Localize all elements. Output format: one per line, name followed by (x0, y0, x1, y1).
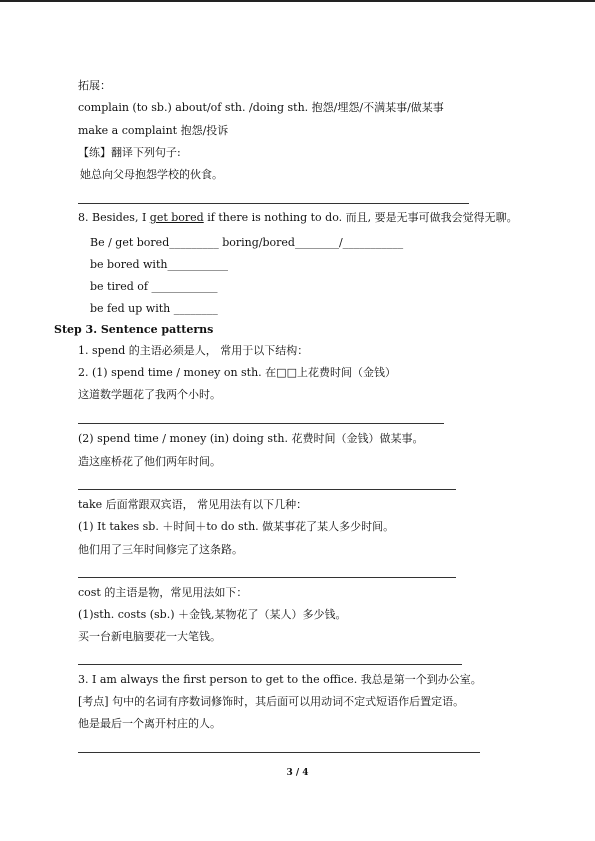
text-line: take 后面常跟双宾语， 常见用法有以下几种： (78, 498, 308, 511)
answer-line (78, 203, 469, 204)
answer-line (78, 752, 480, 753)
text-line: 拓展： (78, 79, 111, 92)
text-line: Be / get bored_________ boring/bored________/___________ (90, 236, 404, 249)
text-line: make a complaint 抱怨/投诉 (78, 124, 229, 137)
text-line: 买一台新电脑要花一大笔钱。 (78, 630, 221, 643)
text-line: 他是最后一个离开村庄的人。 (78, 717, 221, 730)
underlined-phrase: get bored (149, 211, 204, 224)
answer-line (78, 664, 462, 665)
text-line: 造这座桥花了他们两年时间。 (78, 455, 221, 468)
text-line: [考点] 句中的名词有序数词修饰时，其后面可以用动词不定式短语作后置定语。 (78, 695, 465, 708)
text-line: 【练】翻译下列句子: (78, 146, 181, 159)
text-line: 2. (1) spend time / money on sth. 在□□上花费时间（金钱） (78, 366, 396, 379)
text-line: be tired of ____________ (90, 280, 218, 293)
page-number: 3 / 4 (286, 768, 309, 778)
text-line: 这道数学题花了我两个小时。 (78, 388, 221, 401)
section-heading: Step 3. Sentence patterns (54, 323, 214, 336)
answer-line (78, 577, 456, 578)
text-line: 8. Besides, I get bored if there is nothing to do. 而且, 要是无事可做我会觉得无聊。 (78, 211, 518, 224)
text-line: complain (to sb.) about/of sth. /doing sth. 抱怨/埋怨/不满某事/做某事 (78, 101, 444, 114)
answer-line (78, 489, 456, 490)
text-line: (2) spend time / money (in) doing sth. 花费时间（金钱）做某事。 (78, 432, 424, 445)
text-line: 她总向父母抱怨学校的伙食。 (80, 168, 223, 181)
text-line: 3. I am always the first person to get to the office. 我总是第一个到办公室。 (78, 673, 482, 686)
text-line: be bored with___________ (90, 258, 228, 271)
text-line: cost 的主语是物，常见用法如下： (78, 586, 248, 599)
text-line: be fed up with ________ (90, 302, 218, 315)
text-line: (1)sth. costs (sb.) ＋金钱,某物花了（某人）多少钱。 (78, 608, 347, 621)
text-line: (1) It takes sb. ＋时间＋to do sth. 做某事花了某人多少时间。 (78, 520, 395, 533)
answer-line (78, 423, 444, 424)
text-line: 1. spend 的主语必须是人， 常用于以下结构： (78, 344, 309, 357)
text-line: 他们用了三年时间修完了这条路。 (78, 543, 243, 556)
page-top-border (0, 0, 595, 2)
